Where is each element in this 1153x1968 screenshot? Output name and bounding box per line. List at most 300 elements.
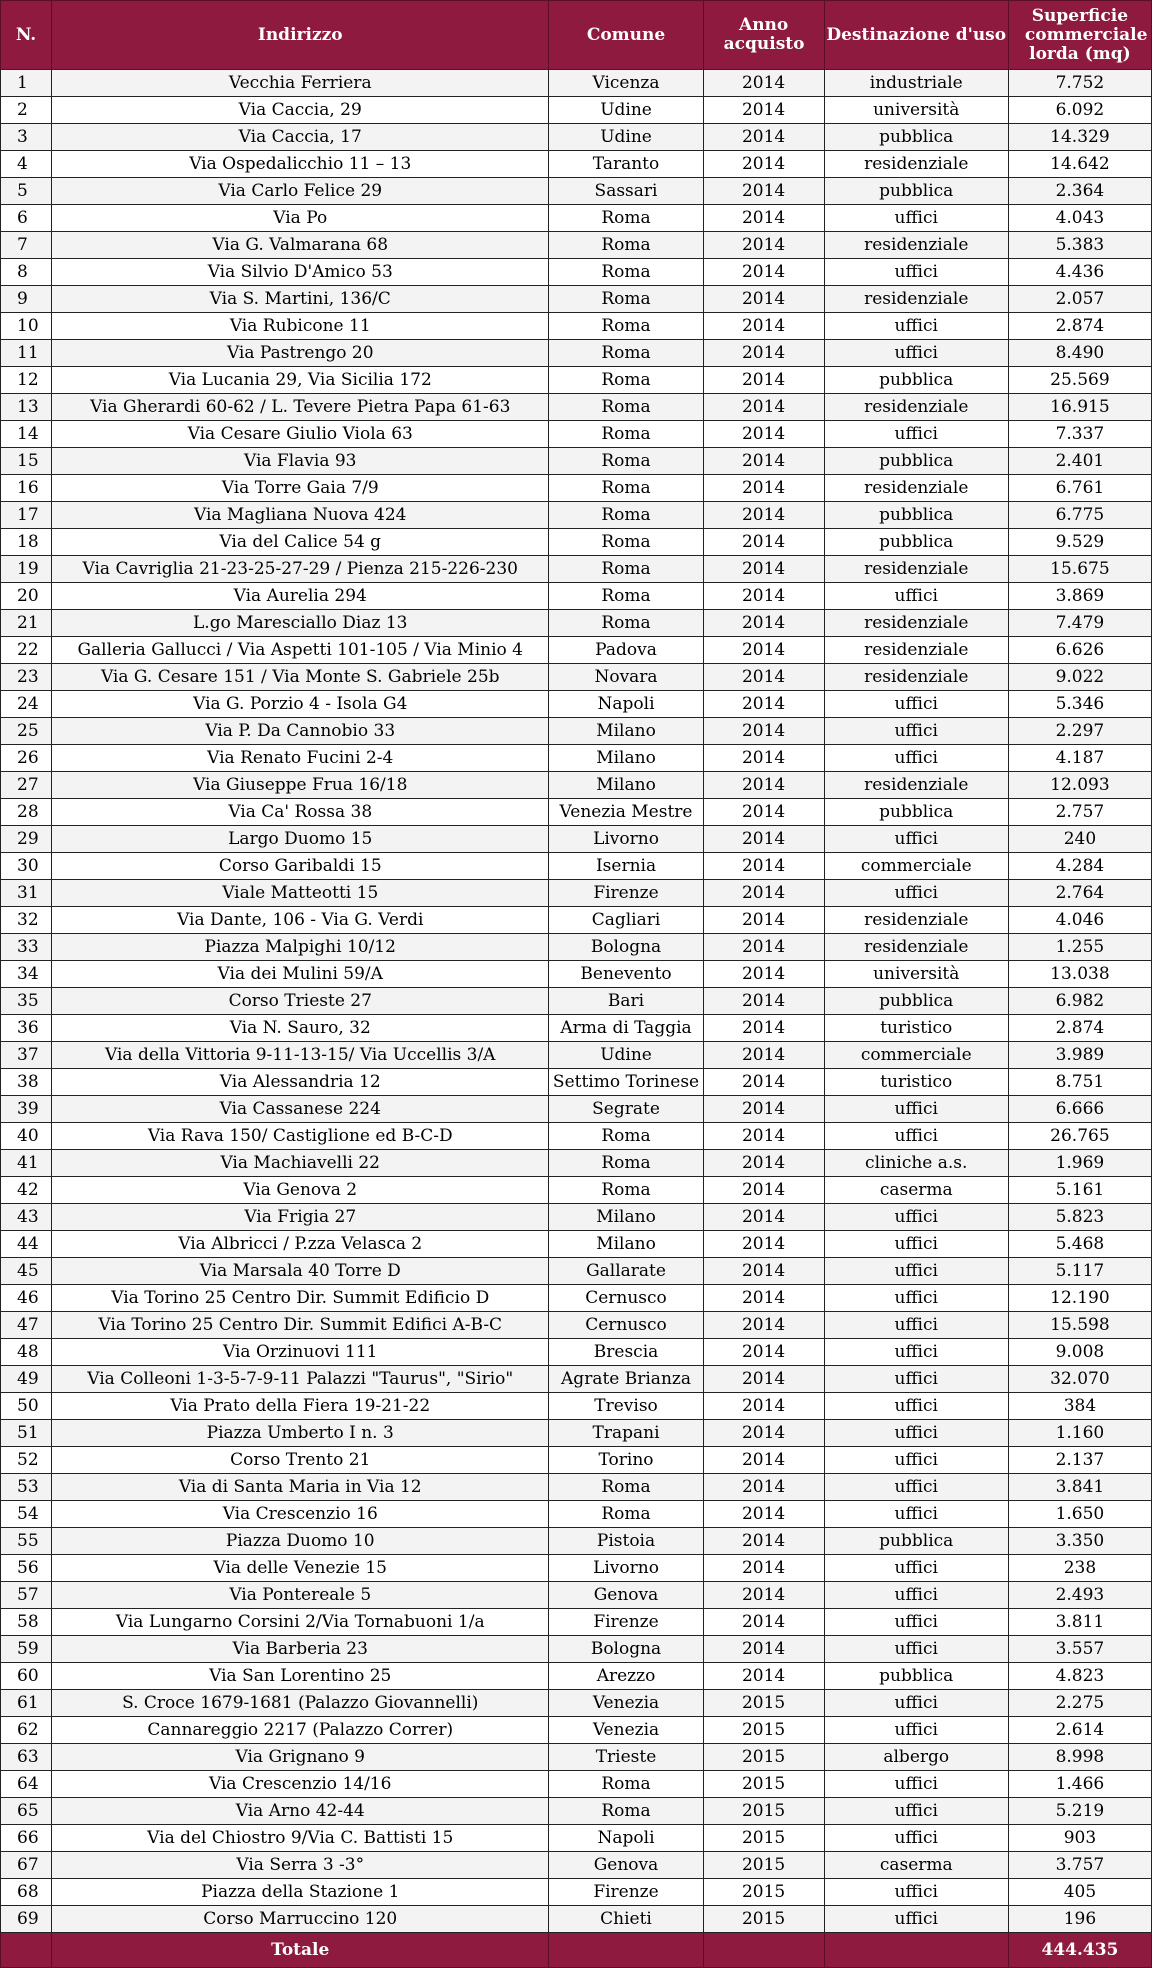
- cell-indirizzo: Via del Chiostro 9/Via C. Battisti 15: [52, 1825, 549, 1852]
- cell-superficie: 9.022: [1008, 664, 1151, 691]
- cell-superficie: 5.823: [1008, 1204, 1151, 1231]
- cell-comune: Cernusco: [549, 1285, 703, 1312]
- header-destinazione: Destinazione d'uso: [824, 1, 1008, 70]
- cell-comune: Venezia Mestre: [549, 799, 703, 826]
- cell-comune: Roma: [549, 610, 703, 637]
- cell-n: 28: [1, 799, 52, 826]
- cell-superficie: 1.969: [1008, 1150, 1151, 1177]
- cell-indirizzo: Via Prato della Fiera 19-21-22: [52, 1393, 549, 1420]
- cell-anno: 2014: [703, 1339, 824, 1366]
- cell-destinazione: uffici: [824, 421, 1008, 448]
- cell-indirizzo: Via Pastrengo 20: [52, 340, 549, 367]
- cell-comune: Milano: [549, 1231, 703, 1258]
- cell-indirizzo: Via G. Cesare 151 / Via Monte S. Gabriele 25b: [52, 664, 549, 691]
- cell-comune: Vicenza: [549, 70, 703, 97]
- cell-n: 19: [1, 556, 52, 583]
- cell-destinazione: uffici: [824, 1690, 1008, 1717]
- cell-n: 44: [1, 1231, 52, 1258]
- cell-comune: Roma: [549, 1771, 703, 1798]
- cell-anno: 2014: [703, 502, 824, 529]
- cell-n: 68: [1, 1879, 52, 1906]
- header-row: [1, 1, 1152, 70]
- table-body: [1, 70, 1152, 1933]
- cell-superficie: 4.436: [1008, 259, 1151, 286]
- cell-indirizzo: Via Giuseppe Frua 16/18: [52, 772, 549, 799]
- cell-comune: Agrate Brianza: [549, 1366, 703, 1393]
- cell-destinazione: pubblica: [824, 448, 1008, 475]
- table-row: [1, 1204, 1152, 1231]
- cell-n: 63: [1, 1744, 52, 1771]
- header-superficie: [1008, 1, 1151, 70]
- cell-comune: Venezia: [549, 1690, 703, 1717]
- table-row: [1, 1096, 1152, 1123]
- cell-destinazione: uffici: [824, 1636, 1008, 1663]
- cell-n: 45: [1, 1258, 52, 1285]
- cell-anno: 2014: [703, 556, 824, 583]
- cell-n: 13: [1, 394, 52, 421]
- cell-indirizzo: Via Rava 150/ Castiglione ed B-C-D: [52, 1123, 549, 1150]
- cell-n: 1: [1, 70, 52, 97]
- cell-destinazione: uffici: [824, 583, 1008, 610]
- table-row: [1, 1312, 1152, 1339]
- cell-indirizzo: Via Machiavelli 22: [52, 1150, 549, 1177]
- cell-comune: Genova: [549, 1852, 703, 1879]
- cell-superficie: 4.187: [1008, 745, 1151, 772]
- cell-indirizzo: Via Aurelia 294: [52, 583, 549, 610]
- cell-anno: 2014: [703, 1636, 824, 1663]
- cell-superficie: 12.093: [1008, 772, 1151, 799]
- cell-indirizzo: Vecchia Ferriera: [52, 70, 549, 97]
- header-anno: [703, 1, 824, 70]
- cell-superficie: 5.219: [1008, 1798, 1151, 1825]
- total-spacer-anno: [703, 1933, 824, 1968]
- table-row: [1, 1906, 1152, 1933]
- cell-destinazione: uffici: [824, 1393, 1008, 1420]
- cell-superficie: 9.008: [1008, 1339, 1151, 1366]
- cell-anno: 2014: [703, 1474, 824, 1501]
- cell-comune: Roma: [549, 1501, 703, 1528]
- cell-anno: 2014: [703, 1609, 824, 1636]
- cell-comune: Milano: [549, 718, 703, 745]
- cell-comune: Roma: [549, 475, 703, 502]
- cell-n: 48: [1, 1339, 52, 1366]
- cell-n: 39: [1, 1096, 52, 1123]
- cell-anno: 2014: [703, 151, 824, 178]
- table-row: [1, 1744, 1152, 1771]
- table-row: [1, 637, 1152, 664]
- header-anno-text: Anno acquisto: [723, 15, 805, 54]
- table-row: [1, 313, 1152, 340]
- table-row: [1, 826, 1152, 853]
- table-row: [1, 205, 1152, 232]
- table-row: [1, 529, 1152, 556]
- cell-destinazione: uffici: [824, 1582, 1008, 1609]
- cell-comune: Udine: [549, 124, 703, 151]
- cell-anno: 2014: [703, 475, 824, 502]
- cell-comune: Genova: [549, 1582, 703, 1609]
- cell-anno: 2014: [703, 907, 824, 934]
- cell-destinazione: uffici: [824, 1717, 1008, 1744]
- cell-comune: Roma: [549, 502, 703, 529]
- cell-superficie: 3.757: [1008, 1852, 1151, 1879]
- cell-anno: 2014: [703, 637, 824, 664]
- cell-comune: Livorno: [549, 826, 703, 853]
- cell-anno: 2014: [703, 799, 824, 826]
- table-row: [1, 502, 1152, 529]
- cell-destinazione: pubblica: [824, 124, 1008, 151]
- table-row: [1, 1366, 1152, 1393]
- cell-superficie: 8.751: [1008, 1069, 1151, 1096]
- cell-indirizzo: Corso Garibaldi 15: [52, 853, 549, 880]
- cell-superficie: 25.569: [1008, 367, 1151, 394]
- cell-destinazione: uffici: [824, 1339, 1008, 1366]
- cell-indirizzo: Via Ospedalicchio 11 – 13: [52, 151, 549, 178]
- cell-destinazione: residenziale: [824, 475, 1008, 502]
- table-row: [1, 1555, 1152, 1582]
- cell-destinazione: caserma: [824, 1852, 1008, 1879]
- cell-comune: Napoli: [549, 1825, 703, 1852]
- cell-n: 54: [1, 1501, 52, 1528]
- table-row: [1, 124, 1152, 151]
- cell-n: 21: [1, 610, 52, 637]
- cell-destinazione: albergo: [824, 1744, 1008, 1771]
- table-row: [1, 97, 1152, 124]
- cell-anno: 2014: [703, 1366, 824, 1393]
- cell-indirizzo: Via Frigia 27: [52, 1204, 549, 1231]
- cell-comune: Gallarate: [549, 1258, 703, 1285]
- cell-superficie: 7.752: [1008, 70, 1151, 97]
- cell-comune: Brescia: [549, 1339, 703, 1366]
- cell-n: 5: [1, 178, 52, 205]
- table-row: [1, 664, 1152, 691]
- cell-comune: Roma: [549, 556, 703, 583]
- table-row: [1, 556, 1152, 583]
- total-row: [1, 1933, 1152, 1968]
- cell-destinazione: uffici: [824, 259, 1008, 286]
- cell-indirizzo: Via Caccia, 17: [52, 124, 549, 151]
- cell-indirizzo: Piazza della Stazione 1: [52, 1879, 549, 1906]
- cell-anno: 2014: [703, 1042, 824, 1069]
- cell-destinazione: università: [824, 97, 1008, 124]
- cell-comune: Settimo Torinese: [549, 1069, 703, 1096]
- cell-anno: 2014: [703, 1177, 824, 1204]
- cell-destinazione: residenziale: [824, 286, 1008, 313]
- table-row: [1, 448, 1152, 475]
- cell-n: 65: [1, 1798, 52, 1825]
- cell-anno: 2014: [703, 1258, 824, 1285]
- cell-indirizzo: Via Crescenzio 14/16: [52, 1771, 549, 1798]
- table-row: [1, 421, 1152, 448]
- cell-anno: 2014: [703, 529, 824, 556]
- cell-destinazione: uffici: [824, 1096, 1008, 1123]
- cell-destinazione: pubblica: [824, 178, 1008, 205]
- cell-anno: 2014: [703, 1285, 824, 1312]
- cell-superficie: 3.350: [1008, 1528, 1151, 1555]
- cell-destinazione: uffici: [824, 1123, 1008, 1150]
- table-row: [1, 583, 1152, 610]
- cell-anno: 2014: [703, 1096, 824, 1123]
- cell-comune: Trieste: [549, 1744, 703, 1771]
- cell-anno: 2014: [703, 448, 824, 475]
- cell-anno: 2014: [703, 880, 824, 907]
- cell-comune: Roma: [549, 1798, 703, 1825]
- cell-destinazione: pubblica: [824, 1528, 1008, 1555]
- table-row: [1, 1717, 1152, 1744]
- cell-superficie: 12.190: [1008, 1285, 1151, 1312]
- cell-comune: Firenze: [549, 880, 703, 907]
- cell-comune: Firenze: [549, 1609, 703, 1636]
- cell-destinazione: uffici: [824, 1447, 1008, 1474]
- table-row: [1, 1420, 1152, 1447]
- cell-comune: Roma: [549, 448, 703, 475]
- cell-anno: 2014: [703, 421, 824, 448]
- cell-n: 4: [1, 151, 52, 178]
- cell-indirizzo: Via San Lorentino 25: [52, 1663, 549, 1690]
- table-row: [1, 1771, 1152, 1798]
- table-row: [1, 1582, 1152, 1609]
- cell-anno: 2015: [703, 1771, 824, 1798]
- cell-anno: 2014: [703, 853, 824, 880]
- cell-superficie: 6.761: [1008, 475, 1151, 502]
- cell-superficie: 6.666: [1008, 1096, 1151, 1123]
- cell-superficie: 8.998: [1008, 1744, 1151, 1771]
- cell-comune: Chieti: [549, 1906, 703, 1933]
- cell-comune: Roma: [549, 421, 703, 448]
- cell-destinazione: pubblica: [824, 988, 1008, 1015]
- cell-indirizzo: S. Croce 1679-1681 (Palazzo Giovannelli): [52, 1690, 549, 1717]
- cell-comune: Treviso: [549, 1393, 703, 1420]
- table-row: [1, 745, 1152, 772]
- cell-n: 37: [1, 1042, 52, 1069]
- cell-destinazione: pubblica: [824, 799, 1008, 826]
- cell-indirizzo: Via Caccia, 29: [52, 97, 549, 124]
- cell-n: 67: [1, 1852, 52, 1879]
- table-row: [1, 1447, 1152, 1474]
- cell-superficie: 5.117: [1008, 1258, 1151, 1285]
- cell-superficie: 7.479: [1008, 610, 1151, 637]
- cell-superficie: 5.161: [1008, 1177, 1151, 1204]
- cell-n: 49: [1, 1366, 52, 1393]
- cell-destinazione: pubblica: [824, 1663, 1008, 1690]
- table-row: [1, 934, 1152, 961]
- cell-n: 59: [1, 1636, 52, 1663]
- cell-superficie: 26.765: [1008, 1123, 1151, 1150]
- cell-destinazione: uffici: [824, 880, 1008, 907]
- cell-n: 14: [1, 421, 52, 448]
- cell-comune: Roma: [549, 205, 703, 232]
- cell-comune: Roma: [549, 367, 703, 394]
- table-row: [1, 151, 1152, 178]
- cell-n: 6: [1, 205, 52, 232]
- cell-superficie: 3.989: [1008, 1042, 1151, 1069]
- cell-n: 29: [1, 826, 52, 853]
- cell-superficie: 2.401: [1008, 448, 1151, 475]
- cell-indirizzo: Via dei Mulini 59/A: [52, 961, 549, 988]
- cell-n: 57: [1, 1582, 52, 1609]
- table-row: [1, 1339, 1152, 1366]
- cell-indirizzo: Via Alessandria 12: [52, 1069, 549, 1096]
- cell-n: 2: [1, 97, 52, 124]
- cell-comune: Roma: [549, 583, 703, 610]
- cell-superficie: 1.650: [1008, 1501, 1151, 1528]
- cell-anno: 2015: [703, 1879, 824, 1906]
- cell-n: 41: [1, 1150, 52, 1177]
- cell-anno: 2014: [703, 1123, 824, 1150]
- cell-indirizzo: Via S. Martini, 136/C: [52, 286, 549, 313]
- cell-superficie: 2.057: [1008, 286, 1151, 313]
- table-row: [1, 286, 1152, 313]
- cell-superficie: 196: [1008, 1906, 1151, 1933]
- cell-superficie: 5.346: [1008, 691, 1151, 718]
- cell-comune: Firenze: [549, 1879, 703, 1906]
- cell-destinazione: uffici: [824, 745, 1008, 772]
- cell-comune: Padova: [549, 637, 703, 664]
- table-row: [1, 718, 1152, 745]
- cell-n: 50: [1, 1393, 52, 1420]
- cell-indirizzo: Via Torre Gaia 7/9: [52, 475, 549, 502]
- table-row: [1, 1825, 1152, 1852]
- cell-n: 42: [1, 1177, 52, 1204]
- cell-n: 40: [1, 1123, 52, 1150]
- cell-n: 30: [1, 853, 52, 880]
- table-row: [1, 1501, 1152, 1528]
- cell-n: 56: [1, 1555, 52, 1582]
- cell-n: 25: [1, 718, 52, 745]
- table-row: [1, 1528, 1152, 1555]
- cell-n: 27: [1, 772, 52, 799]
- cell-destinazione: pubblica: [824, 529, 1008, 556]
- cell-anno: 2014: [703, 1528, 824, 1555]
- cell-anno: 2014: [703, 718, 824, 745]
- table-row: [1, 367, 1152, 394]
- cell-anno: 2014: [703, 1312, 824, 1339]
- table-row: [1, 1177, 1152, 1204]
- cell-anno: 2014: [703, 394, 824, 421]
- cell-indirizzo: Via delle Venezie 15: [52, 1555, 549, 1582]
- cell-n: 51: [1, 1420, 52, 1447]
- cell-anno: 2014: [703, 367, 824, 394]
- cell-superficie: 2.364: [1008, 178, 1151, 205]
- total-label: Totale: [52, 1933, 549, 1968]
- cell-indirizzo: Via Cesare Giulio Viola 63: [52, 421, 549, 448]
- cell-anno: 2014: [703, 340, 824, 367]
- cell-superficie: 1.160: [1008, 1420, 1151, 1447]
- cell-n: 8: [1, 259, 52, 286]
- cell-indirizzo: Via Crescenzio 16: [52, 1501, 549, 1528]
- cell-anno: 2014: [703, 610, 824, 637]
- cell-n: 7: [1, 232, 52, 259]
- cell-comune: Roma: [549, 313, 703, 340]
- cell-n: 47: [1, 1312, 52, 1339]
- cell-indirizzo: Via Gherardi 60-62 / L. Tevere Pietra Papa 61-63: [52, 394, 549, 421]
- cell-superficie: 1.255: [1008, 934, 1151, 961]
- cell-comune: Arezzo: [549, 1663, 703, 1690]
- cell-anno: 2014: [703, 691, 824, 718]
- table-row: [1, 394, 1152, 421]
- table-row: [1, 988, 1152, 1015]
- cell-superficie: 5.468: [1008, 1231, 1151, 1258]
- table-row: [1, 1690, 1152, 1717]
- cell-comune: Roma: [549, 1474, 703, 1501]
- cell-indirizzo: Via G. Valmarana 68: [52, 232, 549, 259]
- cell-destinazione: uffici: [824, 1474, 1008, 1501]
- cell-n: 60: [1, 1663, 52, 1690]
- cell-n: 22: [1, 637, 52, 664]
- cell-anno: 2014: [703, 205, 824, 232]
- cell-indirizzo: Via Magliana Nuova 424: [52, 502, 549, 529]
- cell-anno: 2014: [703, 934, 824, 961]
- header-superficie-text: Superficie commerciale lorda (mq): [1024, 5, 1148, 64]
- cell-destinazione: residenziale: [824, 394, 1008, 421]
- table-row: [1, 178, 1152, 205]
- cell-indirizzo: Cannareggio 2217 (Palazzo Correr): [52, 1717, 549, 1744]
- cell-indirizzo: Via Silvio D'Amico 53: [52, 259, 549, 286]
- cell-destinazione: uffici: [824, 1420, 1008, 1447]
- cell-anno: 2014: [703, 1501, 824, 1528]
- cell-destinazione: residenziale: [824, 151, 1008, 178]
- cell-superficie: 2.614: [1008, 1717, 1151, 1744]
- cell-n: 52: [1, 1447, 52, 1474]
- cell-anno: 2014: [703, 745, 824, 772]
- cell-superficie: 3.557: [1008, 1636, 1151, 1663]
- cell-anno: 2014: [703, 286, 824, 313]
- cell-anno: 2014: [703, 961, 824, 988]
- cell-superficie: 2.137: [1008, 1447, 1151, 1474]
- cell-superficie: 6.092: [1008, 97, 1151, 124]
- cell-n: 64: [1, 1771, 52, 1798]
- cell-indirizzo: Via Torino 25 Centro Dir. Summit Edifici A-B-C: [52, 1312, 549, 1339]
- cell-superficie: 405: [1008, 1879, 1151, 1906]
- table-row: [1, 1285, 1152, 1312]
- cell-anno: 2014: [703, 1663, 824, 1690]
- table-row: [1, 961, 1152, 988]
- cell-n: 9: [1, 286, 52, 313]
- cell-n: 26: [1, 745, 52, 772]
- cell-n: 16: [1, 475, 52, 502]
- cell-comune: Trapani: [549, 1420, 703, 1447]
- table-footer: [1, 1933, 1152, 1968]
- cell-destinazione: uffici: [824, 1879, 1008, 1906]
- cell-destinazione: caserma: [824, 1177, 1008, 1204]
- table-row: [1, 1474, 1152, 1501]
- cell-destinazione: uffici: [824, 718, 1008, 745]
- cell-indirizzo: Via Lucania 29, Via Sicilia 172: [52, 367, 549, 394]
- cell-indirizzo: L.go Maresciallo Diaz 13: [52, 610, 549, 637]
- cell-anno: 2014: [703, 664, 824, 691]
- cell-destinazione: uffici: [824, 1258, 1008, 1285]
- cell-indirizzo: Via Orzinuovi 111: [52, 1339, 549, 1366]
- cell-comune: Segrate: [549, 1096, 703, 1123]
- cell-comune: Bologna: [549, 1636, 703, 1663]
- header-indirizzo: Indirizzo: [52, 1, 549, 70]
- cell-destinazione: uffici: [824, 1501, 1008, 1528]
- cell-comune: Cagliari: [549, 907, 703, 934]
- table-row: [1, 1069, 1152, 1096]
- cell-destinazione: residenziale: [824, 664, 1008, 691]
- cell-anno: 2014: [703, 70, 824, 97]
- cell-superficie: 2.874: [1008, 313, 1151, 340]
- cell-indirizzo: Via G. Porzio 4 - Isola G4: [52, 691, 549, 718]
- cell-superficie: 6.775: [1008, 502, 1151, 529]
- cell-comune: Cernusco: [549, 1312, 703, 1339]
- cell-superficie: 14.329: [1008, 124, 1151, 151]
- total-value: 444.435: [1008, 1933, 1151, 1968]
- cell-superficie: 32.070: [1008, 1366, 1151, 1393]
- cell-anno: 2014: [703, 1015, 824, 1042]
- cell-superficie: 384: [1008, 1393, 1151, 1420]
- cell-destinazione: residenziale: [824, 772, 1008, 799]
- cell-superficie: 15.598: [1008, 1312, 1151, 1339]
